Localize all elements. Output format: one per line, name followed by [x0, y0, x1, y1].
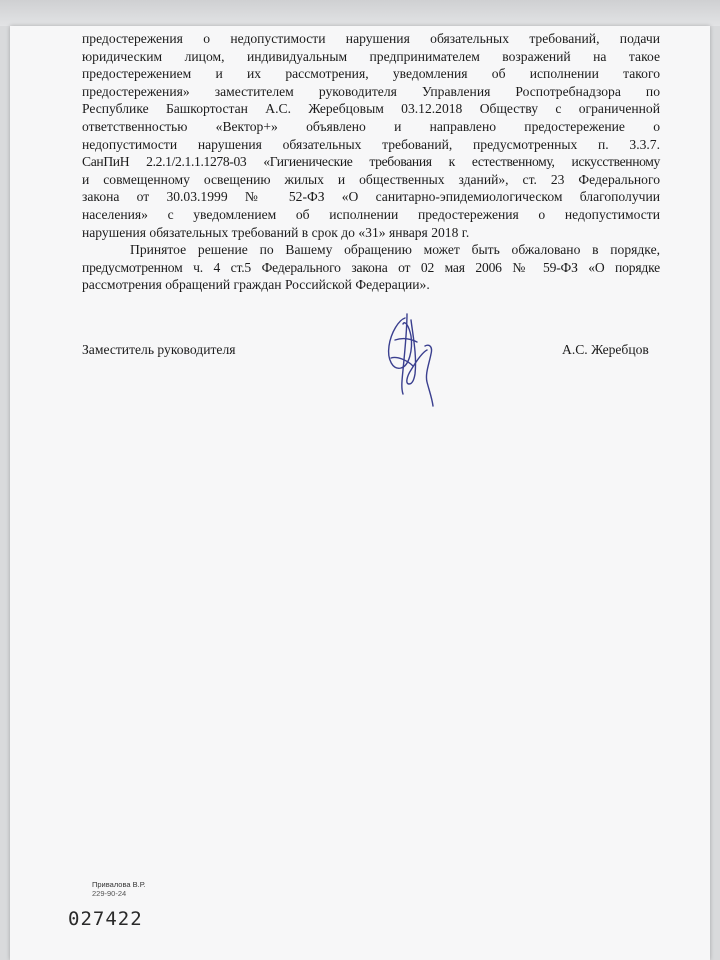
registration-number: 027422 — [68, 908, 143, 930]
body-line: ответственностью «Вектор+» объявлено и направлено предостережение о — [82, 118, 660, 134]
position-title: Заместитель руководителя — [82, 342, 236, 357]
body-line: нарушения обязательных требований в срок до «31» января 2018 г. — [82, 224, 470, 240]
body-line: юридическим лицом, индивидуальным предпринимателем возражений на такое — [82, 48, 660, 64]
body-line: предостережения о недопустимости нарушения обязательных требований, подачи — [82, 31, 660, 46]
executor-name: Привалова В.Р. — [92, 880, 146, 889]
letter-body — [82, 30, 660, 294]
body-line: Принятое решение по Вашему обращению может быть обжаловано в порядке, — [130, 242, 660, 258]
body-line: рассмотрения обращений граждан Российской Федерации». — [82, 277, 430, 293]
body-line: населения» с уведомлением об исполнении предостережения о недопустимости — [82, 206, 660, 222]
executor-phone: 229-90-24 — [92, 889, 127, 898]
body-line: предостережения» заместителем руководителя Управления Роспотребнадзора по — [82, 83, 660, 99]
body-line: недопустимости нарушения обязательных требований, предусмотренных п. 3.3.7. — [82, 136, 660, 152]
body-line: закона от 30.03.1999 № 52-ФЗ «О санитарно-эпидемиологическом благополучии — [82, 189, 660, 205]
body-line: СанПиН 2.2.1/2.1.1.1278-03 «Гигиенические требования к естественному, искусственному — [82, 154, 660, 170]
body-line: предусмотренном ч. 4 ст.5 Федерального закона от 02 мая 2006 № 59-ФЗ «О порядке — [82, 259, 660, 275]
signer-name: А.С. Жеребцов — [562, 342, 649, 357]
page-top-edge — [0, 0, 720, 26]
handwritten-signature — [377, 310, 447, 410]
body-line: предостережением и их рассмотрения, уведомления об исполнении такого — [82, 66, 660, 82]
body-line: Республике Башкортостан А.С. Жеребцовым 03.12.2018 Обществу с ограниченной — [82, 101, 660, 117]
executor-info — [92, 880, 145, 898]
body-line: и совмещенному освещению жилых и общественных зданий», ст. 23 Федерального — [82, 171, 660, 187]
